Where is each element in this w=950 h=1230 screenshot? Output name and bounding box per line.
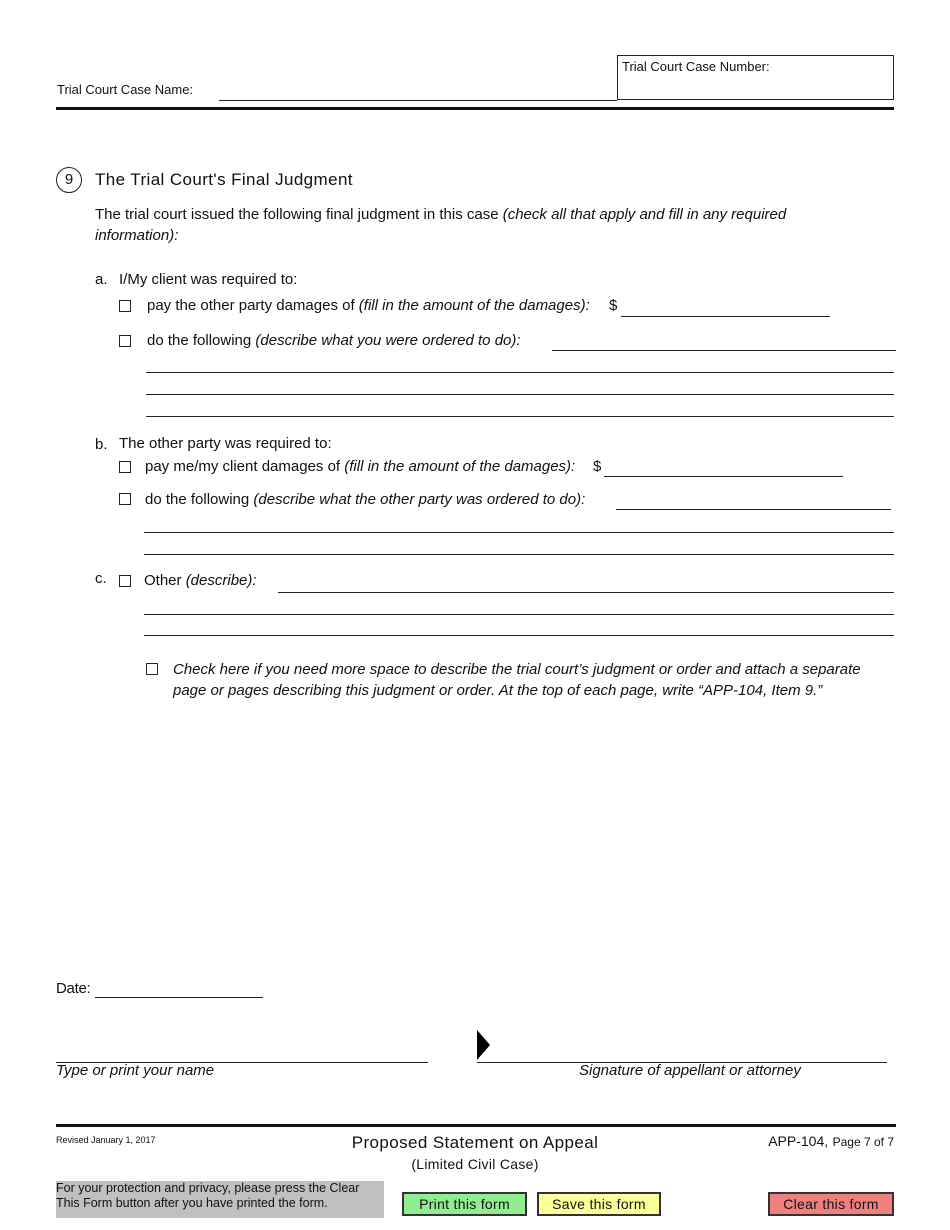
item-b-describe-line-2[interactable] <box>144 532 894 533</box>
item-b-opt2-italic: (describe what the other party was ordered to do): <box>253 491 586 508</box>
item-b-damages-text <box>145 458 575 475</box>
header-rule <box>56 107 894 110</box>
case-name-field[interactable] <box>219 100 617 101</box>
footer-rule <box>56 1124 896 1127</box>
item-a-opt2-plain: do the following <box>147 332 256 349</box>
more-space-checkbox[interactable] <box>146 663 158 675</box>
section-number-circle: 9 <box>56 167 82 193</box>
intro-italic-1: (check all that apply and fill in any required <box>502 206 787 223</box>
revised-date: Revised January 1, 2017 <box>56 1135 156 1145</box>
case-name-label: Trial Court Case Name: <box>57 82 194 97</box>
privacy-note-line-2: This Form button after you have printed the form. <box>56 1196 328 1210</box>
form-id: APP-104, <box>768 1133 829 1149</box>
signature-arrow-icon <box>477 1030 490 1060</box>
item-a-opt2-italic: (describe what you were ordered to do): <box>255 332 521 349</box>
signature-label: Signature of appellant or attorney <box>579 1062 801 1079</box>
name-label: Type or print your name <box>56 1062 215 1079</box>
date-field[interactable] <box>95 997 263 998</box>
item-a-damages-amount-field[interactable] <box>621 316 830 317</box>
form-subtitle: (Limited Civil Case) <box>411 1156 539 1172</box>
case-number-field[interactable] <box>617 55 894 100</box>
item-a-letter: a. <box>95 271 108 288</box>
privacy-note <box>56 1181 384 1218</box>
more-space-line-1: Check here if you need more space to describe the trial court’s judgment or order and attach a separate <box>173 661 861 678</box>
item-b-damages-amount-field[interactable] <box>604 476 843 477</box>
item-b-opt1-plain: pay me/my client damages of <box>145 458 345 475</box>
item-a-describe-line-4[interactable] <box>146 416 894 417</box>
item-b-following-text <box>145 491 585 508</box>
form-id-block <box>700 1133 894 1151</box>
intro-plain: The trial court issued the following final judgment in this case <box>95 206 503 223</box>
item-c-letter: c. <box>95 570 107 587</box>
section-intro <box>95 204 895 246</box>
item-b-dollar-sign: $ <box>593 458 602 475</box>
item-c-plain: Other <box>144 572 186 589</box>
section-title: The Trial Court's Final Judgment <box>95 170 353 189</box>
save-form-button[interactable]: Save this form <box>537 1192 661 1216</box>
item-c-describe-line-1[interactable] <box>278 592 894 593</box>
item-a-heading: I/My client was required to: <box>119 271 298 288</box>
case-number-label: Trial Court Case Number: <box>622 59 770 74</box>
item-b-following-checkbox[interactable] <box>119 493 131 505</box>
intro-italic-2: information): <box>95 227 179 244</box>
item-a-damages-checkbox[interactable] <box>119 300 131 312</box>
item-b-opt1-italic: (fill in the amount of the damages): <box>344 458 576 475</box>
item-a-dollar-sign: $ <box>609 297 618 314</box>
item-c-describe-line-3[interactable] <box>144 635 894 636</box>
item-c-other-checkbox[interactable] <box>119 575 131 587</box>
item-a-following-checkbox[interactable] <box>119 335 131 347</box>
page-number: Page 7 of 7 <box>832 1135 894 1149</box>
item-c-italic: (describe): <box>185 572 257 589</box>
more-space-line-2: page or pages describing this judgment or order. At the top of each page, write “APP-104, Item 9.” <box>173 682 823 699</box>
item-a-opt1-italic: (fill in the amount of the damages): <box>358 297 590 314</box>
item-c-describe-line-2[interactable] <box>144 614 894 615</box>
item-a-describe-line-2[interactable] <box>146 372 894 373</box>
item-a-describe-line-3[interactable] <box>146 394 894 395</box>
item-a-opt1-plain: pay the other party damages of <box>147 297 359 314</box>
item-b-describe-line-1[interactable] <box>616 509 891 510</box>
date-label: Date: <box>56 980 91 997</box>
item-c-other-text <box>144 572 257 589</box>
item-a-following-text <box>147 332 521 349</box>
item-b-damages-checkbox[interactable] <box>119 461 131 473</box>
clear-form-button[interactable]: Clear this form <box>768 1192 894 1216</box>
item-a-damages-text <box>147 297 590 314</box>
item-b-heading: The other party was required to: <box>119 435 332 452</box>
form-title: Proposed Statement on Appeal <box>351 1133 599 1152</box>
more-space-text <box>173 659 903 701</box>
privacy-note-line-1: For your protection and privacy, please press the Clear <box>56 1181 360 1195</box>
item-b-describe-line-3[interactable] <box>144 554 894 555</box>
item-b-opt2-plain: do the following <box>145 491 254 508</box>
print-form-button[interactable]: Print this form <box>402 1192 527 1216</box>
item-a-describe-line-1[interactable] <box>552 350 896 351</box>
item-b-letter: b. <box>95 436 108 453</box>
